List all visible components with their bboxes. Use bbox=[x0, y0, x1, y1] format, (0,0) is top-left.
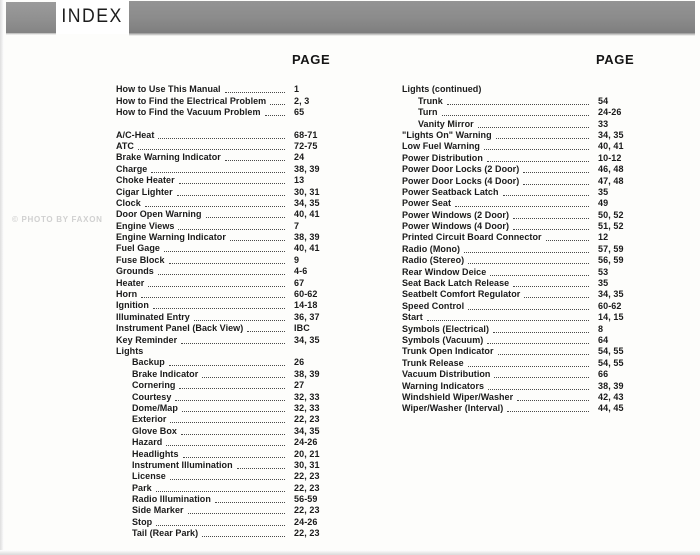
index-entry[interactable] bbox=[402, 141, 642, 152]
index-entry[interactable] bbox=[116, 243, 338, 254]
index-entry-label: How to Find the Vacuum Problem bbox=[116, 106, 261, 118]
index-entry-page-number: 68-71 bbox=[294, 129, 318, 140]
index-entry-page-number: 34, 35 bbox=[294, 334, 320, 345]
index-entry-label: Vanity Mirror bbox=[418, 118, 474, 129]
index-column-left bbox=[116, 52, 338, 539]
index-entry[interactable] bbox=[116, 129, 338, 140]
dot-leader bbox=[188, 512, 285, 514]
index-entry[interactable] bbox=[402, 300, 642, 311]
header-band-right-segment bbox=[129, 1, 695, 33]
index-entry-label: Radio (Stereo) bbox=[402, 255, 465, 266]
dot-leader bbox=[468, 262, 589, 264]
dot-leader bbox=[181, 433, 285, 435]
scan-edge-left bbox=[0, 0, 4, 555]
index-entry-label: Speed Control bbox=[402, 300, 465, 311]
index-entry[interactable] bbox=[116, 403, 338, 414]
dot-leader bbox=[455, 205, 589, 207]
index-entry[interactable] bbox=[116, 163, 338, 174]
index-entry-page-number: 22, 23 bbox=[294, 471, 320, 482]
index-entry-label: Park bbox=[132, 482, 152, 493]
index-entry[interactable] bbox=[116, 391, 338, 402]
dot-leader bbox=[487, 160, 589, 162]
photo-watermark: © PHOTO BY FAXON bbox=[12, 215, 103, 224]
dot-leader bbox=[141, 296, 285, 298]
index-entry-label: Power Windows (2 Door) bbox=[402, 209, 510, 220]
index-entry[interactable] bbox=[116, 460, 338, 471]
dot-leader bbox=[177, 194, 285, 196]
index-entry[interactable] bbox=[402, 255, 642, 266]
index-entry[interactable] bbox=[116, 437, 338, 448]
index-entry-label: Wiper/Washer (Interval) bbox=[402, 403, 504, 414]
dot-leader bbox=[169, 364, 285, 366]
index-entry[interactable] bbox=[402, 312, 642, 323]
index-entry-page-number: 34, 35 bbox=[598, 129, 624, 140]
index-entry[interactable] bbox=[116, 220, 338, 231]
index-entry[interactable] bbox=[116, 95, 338, 106]
index-entry-page-number: 67 bbox=[294, 277, 305, 288]
index-entry[interactable] bbox=[402, 392, 642, 403]
index-entry-page-number: 14-18 bbox=[294, 300, 318, 311]
index-entry-page-number: 64 bbox=[598, 334, 609, 345]
index-entry-label: Choke Heater bbox=[116, 174, 175, 186]
index-entry[interactable] bbox=[116, 471, 338, 482]
index-entry-page-number: 42, 43 bbox=[598, 391, 624, 402]
index-entry[interactable] bbox=[116, 141, 338, 152]
dot-leader bbox=[194, 319, 285, 321]
index-entry-page-number: 35 bbox=[598, 278, 609, 289]
index-entry-label: Rear Window Deice bbox=[402, 266, 487, 277]
index-entry-label: Radio Illumination bbox=[132, 493, 211, 505]
index-entry[interactable] bbox=[116, 277, 338, 288]
dot-leader bbox=[468, 308, 589, 310]
index-entry-page-number: 65 bbox=[294, 107, 305, 118]
index-entry-label: Heater bbox=[116, 277, 145, 288]
index-entry-label: Hazard bbox=[132, 436, 163, 448]
index-entry-label: A/C-Heat bbox=[116, 129, 155, 140]
index-entry-page-number: 35 bbox=[598, 186, 609, 197]
index-entry-label: Ignition bbox=[116, 300, 149, 311]
index-entry[interactable] bbox=[116, 425, 338, 436]
index-entry-label: Cigar Lighter bbox=[116, 186, 173, 197]
index-entry-page-number: 56-59 bbox=[294, 494, 318, 505]
dot-leader bbox=[158, 273, 285, 275]
index-entry[interactable] bbox=[402, 198, 642, 209]
dot-leader bbox=[546, 239, 589, 241]
dot-leader bbox=[179, 387, 285, 389]
index-entry-page-number: 22, 23 bbox=[294, 505, 320, 516]
index-entry-label: Power Door Locks (4 Door) bbox=[402, 175, 520, 186]
index-entry-label: Stop bbox=[132, 516, 153, 527]
index-entry-page-number: 36, 37 bbox=[294, 311, 320, 322]
index-entry-page-number: 34, 35 bbox=[294, 425, 320, 436]
tab-header-band bbox=[0, 0, 700, 34]
index-entry-label: License bbox=[132, 471, 166, 482]
index-entry[interactable] bbox=[116, 334, 338, 345]
dot-leader bbox=[247, 330, 285, 332]
index-entry-label: Clock bbox=[116, 197, 141, 208]
index-section-heading[interactable] bbox=[116, 346, 338, 357]
index-entry[interactable] bbox=[402, 95, 642, 106]
index-entry-page-number: 30, 31 bbox=[294, 459, 320, 470]
dot-leader bbox=[468, 365, 589, 367]
index-entry-label: Low Fuel Warning bbox=[402, 141, 480, 152]
scan-edge-bottom bbox=[0, 550, 700, 555]
index-entry-page-number: 12 bbox=[598, 232, 609, 243]
index-entry[interactable] bbox=[402, 243, 642, 254]
index-entry-page-number: 46, 48 bbox=[598, 164, 624, 175]
dot-leader bbox=[270, 103, 285, 105]
dot-leader bbox=[164, 250, 285, 252]
index-entry[interactable] bbox=[116, 289, 338, 300]
index-entry-page-number: 33 bbox=[598, 118, 609, 129]
index-entry-list-left bbox=[116, 84, 338, 539]
dot-leader bbox=[523, 183, 589, 185]
index-entry-page-number: 34, 35 bbox=[294, 197, 320, 208]
index-entry-label: Backup bbox=[132, 357, 165, 368]
entry-spacer bbox=[116, 118, 338, 129]
index-entry-page-number: 20, 21 bbox=[294, 448, 320, 459]
index-entry[interactable] bbox=[116, 209, 338, 220]
index-entry-label: Charge bbox=[116, 163, 148, 174]
index-entry-label: Brake Warning Indicator bbox=[116, 152, 221, 163]
index-entry[interactable] bbox=[402, 164, 642, 175]
index-entry-page-number: 56, 59 bbox=[598, 255, 624, 266]
dot-leader bbox=[166, 444, 285, 446]
dot-leader bbox=[225, 159, 285, 161]
index-entry[interactable] bbox=[402, 380, 642, 391]
index-section-heading[interactable] bbox=[402, 84, 642, 95]
index-entry-page-number: 27 bbox=[294, 380, 305, 391]
index-entry-label: Lights (continued) bbox=[402, 84, 482, 95]
index-entry[interactable] bbox=[116, 448, 338, 459]
index-entry-label: Fuse Block bbox=[116, 254, 165, 265]
index-entry-page-number: 60-62 bbox=[598, 300, 622, 311]
index-entry-page-number: 22, 23 bbox=[294, 482, 320, 493]
index-entry-label: Trunk Open Indicator bbox=[402, 346, 494, 357]
dot-leader bbox=[153, 307, 285, 309]
dot-leader bbox=[524, 296, 589, 298]
dot-leader bbox=[156, 524, 285, 526]
index-entry-page-number: 38, 39 bbox=[294, 163, 320, 174]
dot-leader bbox=[517, 399, 589, 401]
dot-leader bbox=[178, 228, 285, 230]
index-entry[interactable] bbox=[116, 266, 338, 277]
index-entry-label: Trunk Release bbox=[402, 357, 464, 368]
dot-leader bbox=[265, 114, 285, 116]
index-entry[interactable] bbox=[116, 152, 338, 163]
index-entry-label: Door Open Warning bbox=[116, 209, 202, 220]
index-entry[interactable] bbox=[402, 335, 642, 346]
header-band-shadow-left bbox=[6, 33, 56, 35]
index-entry[interactable] bbox=[402, 152, 642, 163]
index-entry-label: Glove Box bbox=[132, 425, 177, 436]
index-entry-label: Cornering bbox=[132, 379, 176, 391]
dot-leader bbox=[447, 103, 589, 105]
index-entry[interactable] bbox=[116, 528, 338, 539]
dot-leader bbox=[496, 137, 589, 139]
dot-leader bbox=[513, 217, 589, 219]
index-entry-label: ATC bbox=[116, 140, 134, 151]
index-entry[interactable] bbox=[116, 323, 338, 334]
index-entry[interactable] bbox=[116, 482, 338, 493]
index-entry[interactable] bbox=[116, 311, 338, 322]
dot-leader bbox=[503, 194, 589, 196]
index-entry-page-number: 49 bbox=[598, 198, 609, 209]
index-entry[interactable] bbox=[116, 516, 338, 527]
index-entry[interactable] bbox=[116, 505, 338, 516]
index-entry-page-number: 13 bbox=[294, 175, 305, 186]
index-entry-page-number: 40, 41 bbox=[294, 243, 320, 254]
dot-leader bbox=[215, 501, 285, 503]
index-entry-page-number: 4-6 bbox=[294, 266, 308, 277]
index-entry-page-number: 54, 55 bbox=[598, 346, 624, 357]
index-entry-label: Power Distribution bbox=[402, 152, 483, 163]
index-entry-label: Power Seat bbox=[402, 198, 452, 209]
index-entry-label: Power Door Locks (2 Door) bbox=[402, 163, 520, 175]
page-column-header-left: PAGE bbox=[292, 52, 331, 67]
index-entry[interactable] bbox=[402, 278, 642, 289]
index-entry-page-number: 47, 48 bbox=[598, 175, 624, 186]
dot-leader bbox=[464, 251, 589, 253]
index-entry-label: Courtesy bbox=[132, 391, 172, 402]
index-entry-label: Symbols (Electrical) bbox=[402, 323, 490, 334]
index-column-right bbox=[402, 52, 642, 414]
index-entry-label: Seat Back Latch Release bbox=[402, 277, 510, 289]
dot-leader bbox=[158, 137, 285, 139]
index-entry-page-number: 2, 3 bbox=[294, 95, 310, 106]
index-entry-page-number: 24 bbox=[294, 152, 305, 163]
index-entry-page-number: 7 bbox=[294, 220, 300, 231]
index-entry-label: Lights bbox=[116, 345, 144, 356]
dot-leader bbox=[498, 353, 589, 355]
index-entry[interactable] bbox=[402, 323, 642, 334]
index-entry-page-number: 22, 23 bbox=[294, 414, 320, 425]
dot-leader bbox=[488, 388, 589, 390]
index-entry-page-number: 14, 15 bbox=[598, 312, 624, 323]
index-entry[interactable] bbox=[116, 414, 338, 425]
index-entry-page-number: 66 bbox=[598, 369, 609, 380]
dot-leader bbox=[175, 399, 285, 401]
dot-leader bbox=[513, 228, 589, 230]
dot-leader bbox=[523, 171, 589, 173]
index-entry-page-number: 1 bbox=[294, 84, 300, 95]
index-entry-page-number: 53 bbox=[598, 266, 609, 277]
tab-index[interactable] bbox=[56, 0, 129, 34]
index-entry-page-number: 10-12 bbox=[598, 152, 622, 163]
dot-leader bbox=[170, 478, 285, 480]
index-entry-page-number: IBC bbox=[294, 323, 310, 334]
index-entry-label: Exterior bbox=[132, 414, 167, 425]
index-entry-page-number: 30, 31 bbox=[294, 186, 320, 197]
index-entry[interactable] bbox=[402, 107, 642, 118]
index-entry-page-number: 57, 59 bbox=[598, 243, 624, 254]
dot-leader bbox=[179, 182, 285, 184]
index-entry[interactable] bbox=[116, 357, 338, 368]
index-entry-page-number: 22, 23 bbox=[294, 528, 320, 539]
index-entry-page-number: 24-26 bbox=[598, 107, 622, 118]
index-entry[interactable] bbox=[402, 357, 642, 368]
index-entry-label: Headlights bbox=[132, 448, 179, 459]
index-entry-label: Grounds bbox=[116, 266, 154, 277]
index-entry-page-number: 24-26 bbox=[294, 516, 318, 527]
index-entry[interactable] bbox=[116, 175, 338, 186]
index-entry-label: Printed Circuit Board Connector bbox=[402, 232, 542, 243]
dot-leader bbox=[494, 376, 589, 378]
dot-leader bbox=[148, 285, 285, 287]
header-band-shadow bbox=[129, 33, 695, 36]
index-entry[interactable] bbox=[116, 300, 338, 311]
index-entry-page-number: 54, 55 bbox=[598, 357, 624, 368]
index-entry-label: Brake Indicator bbox=[132, 368, 199, 379]
dot-leader bbox=[442, 114, 589, 116]
index-entry-label: Radio (Mono) bbox=[402, 243, 461, 254]
index-entry[interactable] bbox=[116, 84, 338, 95]
dot-leader bbox=[513, 285, 589, 287]
index-entry[interactable] bbox=[402, 130, 642, 141]
index-entry[interactable] bbox=[402, 403, 642, 414]
dot-leader bbox=[181, 342, 285, 344]
index-entry[interactable] bbox=[402, 346, 642, 357]
dot-leader bbox=[225, 91, 285, 93]
index-entry[interactable] bbox=[402, 266, 642, 277]
index-entry-page-number: 26 bbox=[294, 357, 305, 368]
index-entry-label: Engine Warning Indicator bbox=[116, 231, 226, 243]
index-entry-label: Illuminated Entry bbox=[116, 311, 190, 322]
index-entry-label: How to Find the Electrical Problem bbox=[116, 95, 267, 106]
dot-leader bbox=[478, 126, 589, 128]
index-entry[interactable] bbox=[116, 380, 338, 391]
index-entry[interactable] bbox=[116, 494, 338, 505]
dot-leader bbox=[169, 262, 285, 264]
dot-leader bbox=[487, 342, 589, 344]
dot-leader bbox=[237, 467, 285, 469]
index-entry[interactable] bbox=[116, 232, 338, 243]
index-entry-label: Power Seatback Latch bbox=[402, 186, 499, 197]
index-entry[interactable] bbox=[116, 368, 338, 379]
index-entry[interactable] bbox=[116, 186, 338, 197]
index-entry-label: Seatbelt Comfort Regulator bbox=[402, 289, 521, 300]
index-entry-page-number: 38, 39 bbox=[294, 232, 320, 243]
dot-leader bbox=[484, 148, 589, 150]
index-entry[interactable] bbox=[116, 254, 338, 265]
index-entry-label: "Lights On" Warning bbox=[402, 129, 492, 140]
dot-leader bbox=[156, 490, 285, 492]
index-entry-label: Vacuum Distribution bbox=[402, 368, 491, 380]
index-entry-label: Horn bbox=[116, 288, 138, 300]
index-entry-label: Warning Indicators bbox=[402, 380, 485, 391]
index-entry-page-number: 38, 39 bbox=[294, 368, 320, 379]
index-entry-label: Symbols (Vacuum) bbox=[402, 334, 484, 345]
index-entry-label: Start bbox=[402, 311, 423, 323]
index-entry[interactable] bbox=[402, 232, 642, 243]
dot-leader bbox=[170, 421, 285, 423]
index-entry[interactable] bbox=[402, 209, 642, 220]
dot-leader bbox=[202, 535, 285, 537]
dot-leader bbox=[183, 456, 285, 458]
index-entry-label: Instrument Panel (Back View) bbox=[116, 322, 244, 334]
index-entry-label: Instrument Illumination bbox=[132, 459, 233, 470]
index-entry-label: Windshield Wiper/Washer bbox=[402, 391, 514, 402]
index-entry[interactable] bbox=[402, 175, 642, 186]
index-entry[interactable] bbox=[402, 187, 642, 198]
index-entry-page-number: 8 bbox=[598, 323, 604, 334]
index-entry-page-number: 32, 33 bbox=[294, 391, 320, 402]
index-entry-page-number: 24-26 bbox=[294, 437, 318, 448]
index-entry-label: Turn bbox=[418, 106, 438, 118]
dot-leader bbox=[427, 319, 589, 321]
index-entry-label: Engine Views bbox=[116, 220, 175, 231]
index-entry-label: Tail (Rear Park) bbox=[132, 528, 199, 539]
dot-leader bbox=[493, 331, 589, 333]
index-entry-page-number: 40, 41 bbox=[294, 209, 320, 220]
dot-leader bbox=[490, 274, 589, 276]
dot-leader bbox=[507, 410, 589, 412]
index-entry-page-number: 38, 39 bbox=[598, 380, 624, 391]
index-entry-label: How to Use This Manual bbox=[116, 84, 221, 95]
index-entry-page-number: 54 bbox=[598, 95, 609, 106]
dot-leader bbox=[230, 239, 285, 241]
index-entry-label: Power Windows (4 Door) bbox=[402, 220, 510, 232]
index-entry-label: Side Marker bbox=[132, 505, 184, 516]
index-entry[interactable] bbox=[402, 221, 642, 232]
index-entry[interactable] bbox=[402, 369, 642, 380]
index-entry[interactable] bbox=[402, 289, 642, 300]
index-entry-page-number: 51, 52 bbox=[598, 221, 624, 232]
index-entry-page-number: 40, 41 bbox=[598, 141, 624, 152]
index-entry-page-number: 34, 35 bbox=[598, 289, 624, 300]
index-entry[interactable] bbox=[402, 118, 642, 129]
index-entry[interactable] bbox=[116, 198, 338, 209]
index-entry-page-number: 50, 52 bbox=[598, 209, 624, 220]
index-entry-page-number: 44, 45 bbox=[598, 403, 624, 414]
index-entry[interactable] bbox=[116, 107, 338, 118]
index-entry-list-right bbox=[402, 84, 642, 414]
index-entry-page-number: 72-75 bbox=[294, 140, 318, 151]
dot-leader bbox=[138, 148, 285, 150]
page-column-header-right: PAGE bbox=[596, 52, 635, 67]
index-entry-label: Dome/Map bbox=[132, 402, 178, 413]
dot-leader bbox=[182, 410, 285, 412]
dot-leader bbox=[145, 205, 285, 207]
dot-leader bbox=[151, 171, 285, 173]
index-entry-page-number: 9 bbox=[294, 254, 300, 265]
index-entry-label: Fuel Gage bbox=[116, 243, 160, 254]
dot-leader bbox=[202, 376, 285, 378]
index-entry-page-number: 60-62 bbox=[294, 289, 318, 300]
index-entry-label: Trunk bbox=[418, 95, 443, 106]
header-band-left-segment bbox=[6, 2, 56, 33]
tab-index-label: INDEX bbox=[61, 6, 124, 27]
dot-leader bbox=[206, 216, 285, 218]
index-entry-page-number: 32, 33 bbox=[294, 402, 320, 413]
index-entry-label: Key Reminder bbox=[116, 334, 178, 345]
